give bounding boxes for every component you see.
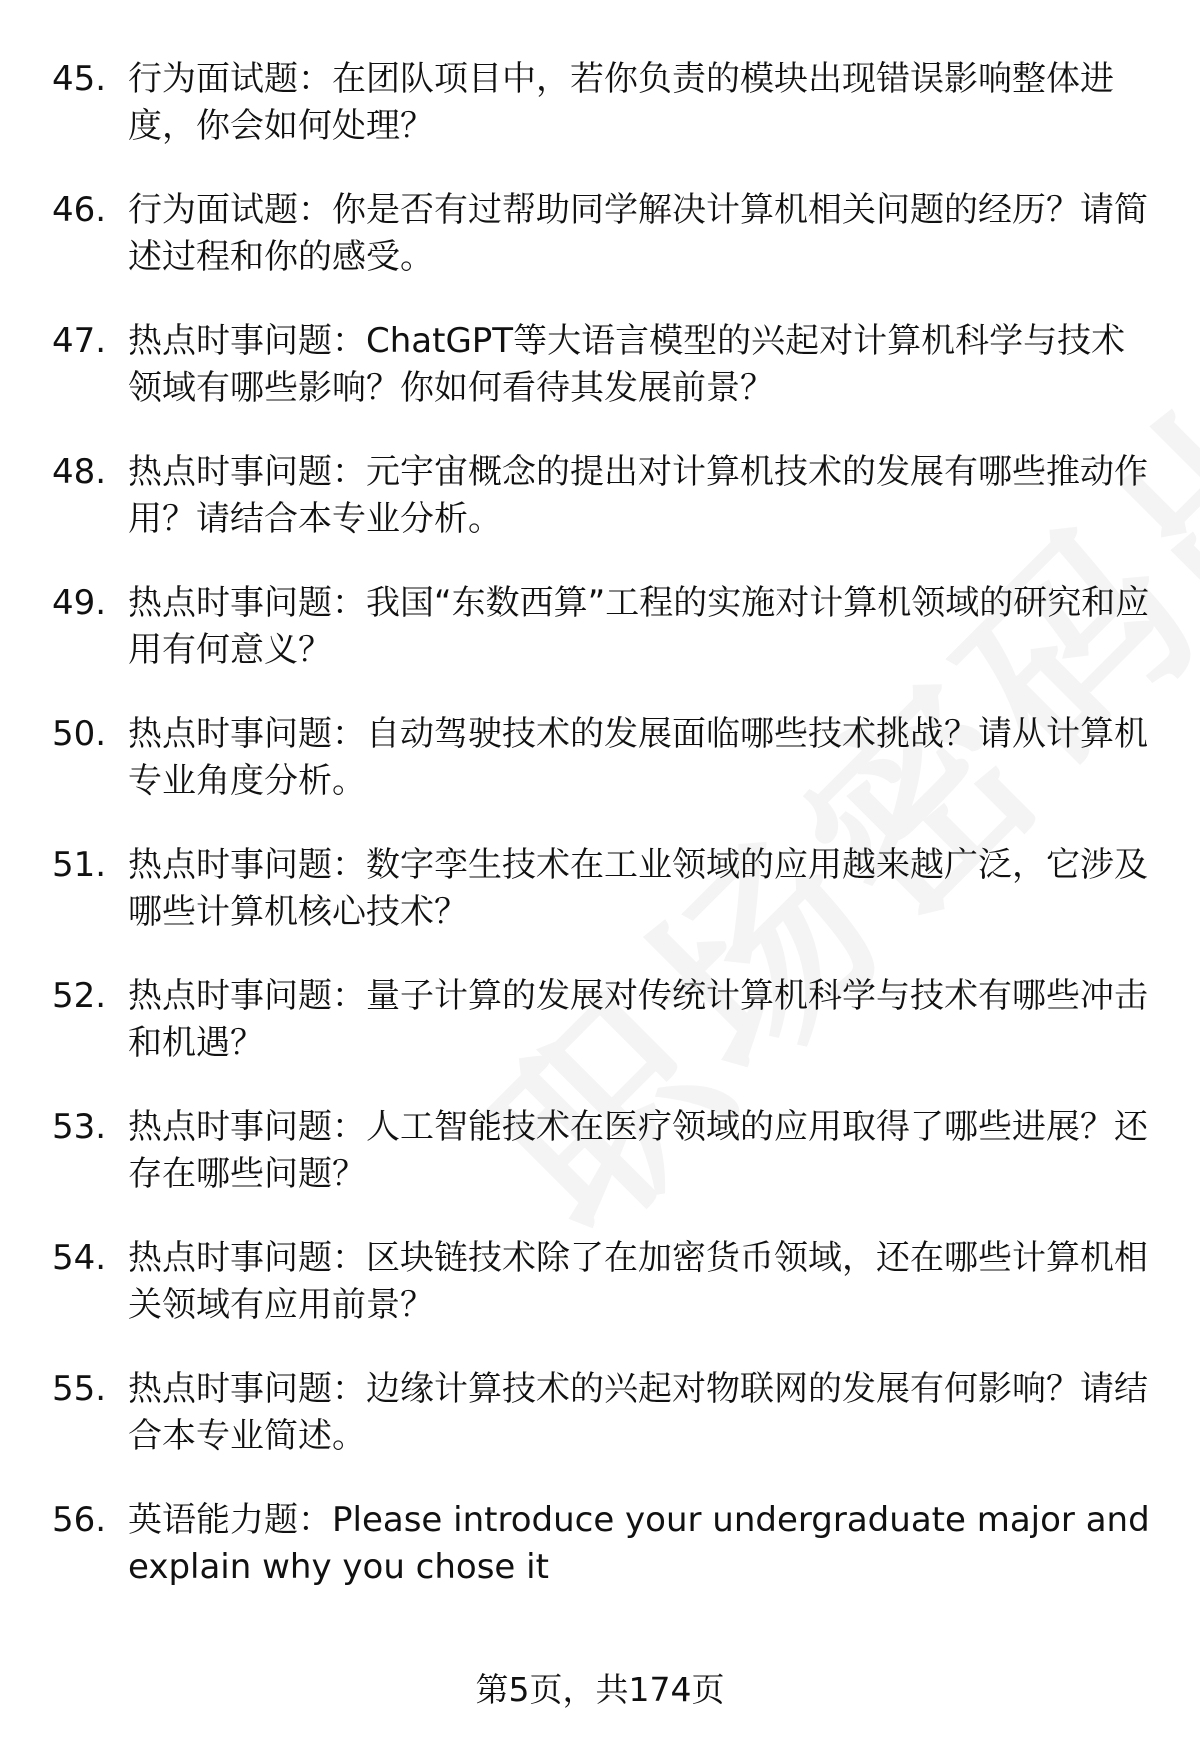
question-item-54: [0, 1235, 1200, 1366]
question-number: 49.: [52, 583, 107, 623]
question-item-51: [0, 842, 1200, 973]
question-text: 热点时事问题：人工智能技术在医疗领域的应用取得了哪些进展？还存在哪些问题？: [128, 1107, 1148, 1194]
question-number: 45.: [52, 59, 107, 99]
question-text: 热点时事问题：ChatGPT等大语言模型的兴起对计算机科学与技术领域有哪些影响？你如何看待其发展前景？: [128, 321, 1126, 408]
question-number: 55.: [52, 1369, 107, 1409]
question-text: 热点时事问题：元宇宙概念的提出对计算机技术的发展有哪些推动作用？请结合本专业分析。: [128, 452, 1148, 539]
question-number: 48.: [52, 452, 107, 492]
page-number-footer: 第5页，共174页: [475, 1670, 725, 1709]
question-item-48: [0, 449, 1200, 580]
question-text: 热点时事问题：区块链技术除了在加密货币领域，还在哪些计算机相关领域有应用前景？: [128, 1238, 1148, 1325]
question-number: 54.: [52, 1238, 107, 1278]
question-item-52: [0, 973, 1200, 1104]
question-text: 热点时事问题：量子计算的发展对传统计算机科学与技术有哪些冲击和机遇？: [128, 976, 1148, 1063]
question-item-53: [0, 1104, 1200, 1235]
question-item-56: [0, 1497, 1200, 1628]
question-number: 47.: [52, 321, 107, 361]
question-item-49: [0, 580, 1200, 711]
question-list: [0, 56, 1200, 1628]
question-text: 英语能力题：Please introduce your undergraduate major and explain why you chose it: [128, 1500, 1150, 1587]
question-item-50: [0, 711, 1200, 842]
question-text: 行为面试题：在团队项目中，若你负责的模块出现错误影响整体进度，你会如何处理？: [128, 59, 1114, 146]
question-text: 热点时事问题：自动驾驶技术的发展面临哪些技术挑战？请从计算机专业角度分析。: [128, 714, 1148, 801]
question-item-47: [0, 318, 1200, 449]
question-item-46: [0, 187, 1200, 318]
question-text: 热点时事问题：数字孪生技术在工业领域的应用越来越广泛，它涉及哪些计算机核心技术？: [128, 845, 1148, 932]
question-number: 46.: [52, 190, 107, 230]
question-item-45: [0, 56, 1200, 187]
question-text: 热点时事问题：我国“东数西算”工程的实施对计算机领域的研究和应用有何意义？: [128, 583, 1150, 670]
question-number: 52.: [52, 976, 107, 1016]
question-text: 热点时事问题：边缘计算技术的兴起对物联网的发展有何影响？请结合本专业简述。: [128, 1369, 1148, 1456]
question-number: 51.: [52, 845, 107, 885]
question-number: 50.: [52, 714, 107, 754]
question-number: 56.: [52, 1500, 107, 1540]
question-text: 行为面试题：你是否有过帮助同学解决计算机相关问题的经历？请简述过程和你的感受。: [128, 190, 1148, 277]
question-item-55: [0, 1366, 1200, 1497]
question-number: 53.: [52, 1107, 107, 1147]
